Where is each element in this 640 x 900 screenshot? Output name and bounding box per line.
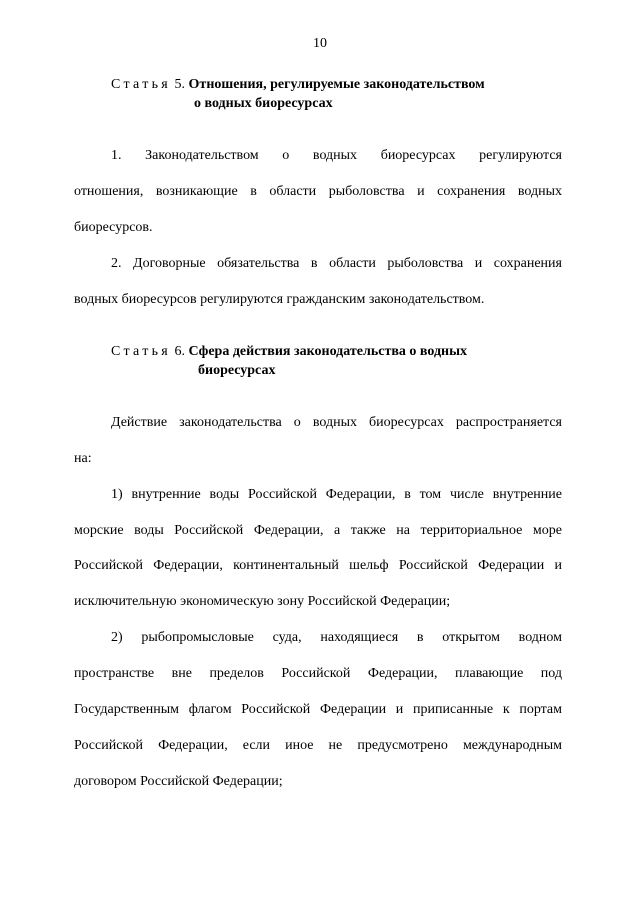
article-6-item2-line2: пространстве вне пределов Российской Федерации, плавающие под	[74, 666, 562, 681]
article-6-title-line1: Сфера действия законодательства о водных	[188, 344, 468, 359]
article-6-prefix: Статья	[111, 344, 172, 359]
article-6-number: 6.	[174, 344, 186, 359]
article-6-item1-line4: исключительную экономическую зону Российской Федерации;	[74, 594, 451, 609]
article-6-title-line2: биоресурсах	[198, 363, 276, 378]
article-6-item2-line3: Государственным флагом Российской Федерации и приписанные к портам	[74, 702, 562, 717]
article-5-p2-line2: водных биоресурсов регулируются гражданским законодательством.	[74, 292, 485, 307]
article-6-item1-line3: Российской Федерации, континентальный шельф Российской Федерации и	[74, 558, 562, 573]
article-6-item2-line5: договором Российской Федерации;	[74, 774, 283, 789]
article-5-p2-line1: 2. Договорные обязательства в области рыболовства и сохранения	[111, 256, 562, 271]
article-6-intro-line2: на:	[74, 451, 92, 466]
article-5-title-line2: о водных биоресурсах	[194, 96, 333, 111]
article-5-p1-line3: биоресурсов.	[74, 220, 153, 235]
article-6-heading	[111, 343, 467, 361]
article-5-p1-line2: отношения, возникающие в области рыболовства и сохранения водных	[74, 184, 562, 199]
article-5-p1-line1: 1. Законодательством о водных биоресурсах регулируются	[111, 148, 562, 163]
article-5-heading	[111, 76, 485, 94]
article-5-number: 5.	[174, 77, 186, 92]
article-5-prefix: Статья	[111, 77, 172, 92]
page-number: 10	[313, 36, 327, 51]
article-6-item1-line1: 1) внутренние воды Российской Федерации, в том числе внутренние	[111, 487, 562, 502]
article-6-item2-line4: Российской Федерации, если иное не предусмотрено международным	[74, 738, 562, 753]
article-5-title-line1: Отношения, регулируемые законодательством	[188, 77, 485, 92]
article-6-item1-line2: морские воды Российской Федерации, а также на территориальное море	[74, 523, 562, 538]
article-6-intro-line1: Действие законодательства о водных биоресурсах распространяется	[111, 415, 562, 430]
article-6-item2-line1: 2) рыбопромысловые суда, находящиеся в открытом водном	[111, 630, 562, 645]
